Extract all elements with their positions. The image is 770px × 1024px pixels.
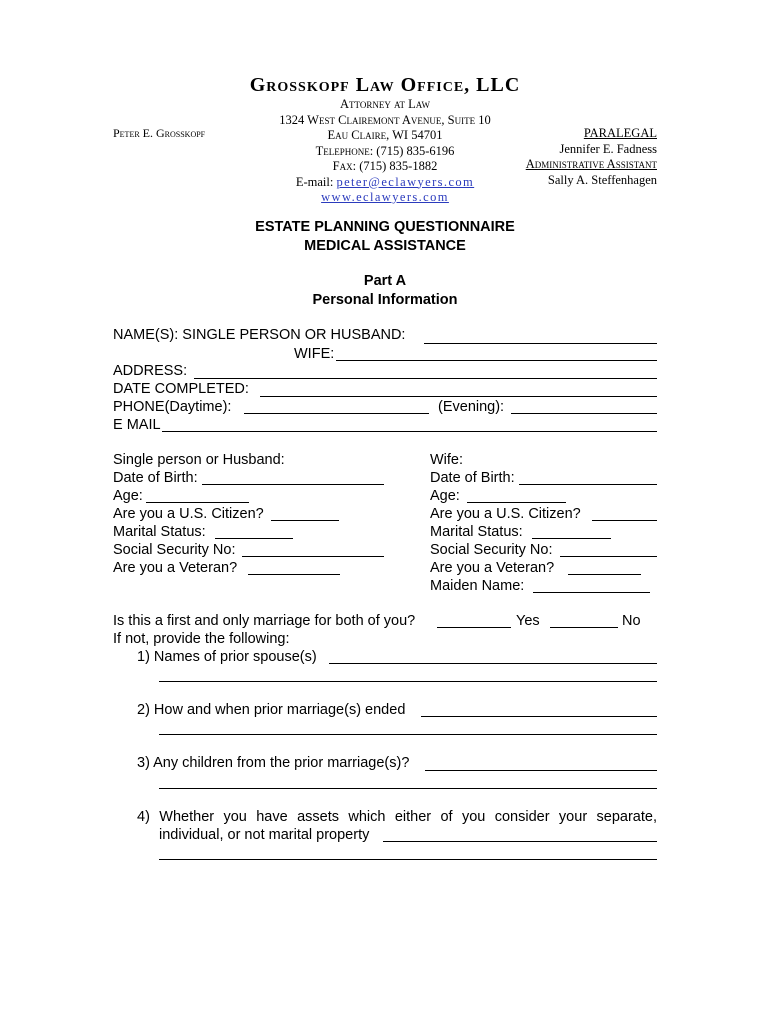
husband-ssn-label: Social Security No: xyxy=(113,542,236,558)
husband-citizen-label: Are you a U.S. Citizen? xyxy=(113,506,264,522)
husband-marital-field[interactable] xyxy=(215,538,293,539)
no-label: No xyxy=(622,613,641,629)
husband-citizen-field[interactable] xyxy=(271,520,339,521)
phone-daytime-label: PHONE(Daytime): xyxy=(113,399,232,415)
prior-children-field-1[interactable] xyxy=(425,770,657,771)
husband-veteran-label: Are you a Veteran? xyxy=(113,560,238,576)
email-label: E-mail: xyxy=(295,174,334,189)
husband-dob-field[interactable] xyxy=(202,484,384,485)
paralegal-title: PARALEGAL xyxy=(583,126,657,140)
first-marriage-no-field[interactable] xyxy=(550,627,618,628)
prior-marriage-ended-label: 2) How and when prior marriage(s) ended xyxy=(137,702,406,718)
husband-heading: Single person or Husband: xyxy=(113,452,285,468)
separate-assets-field-2[interactable] xyxy=(159,859,657,860)
phone-evening-field[interactable] xyxy=(511,413,657,414)
date-completed-field[interactable] xyxy=(260,396,657,397)
wife-name-field[interactable] xyxy=(336,360,657,361)
email-field-label: E MAIL xyxy=(113,417,161,433)
prior-children-field-2[interactable] xyxy=(159,788,657,789)
wife-age-label: Age: xyxy=(430,488,460,504)
if-not-instruction: If not, provide the following: xyxy=(113,631,290,647)
attorney-name: Peter E. Grosskopf xyxy=(113,126,206,140)
first-marriage-yes-field[interactable] xyxy=(437,627,511,628)
wife-ssn-label: Social Security No: xyxy=(430,542,553,558)
date-completed-label: DATE COMPLETED: xyxy=(113,381,249,397)
doc-title-line1: ESTATE PLANNING QUESTIONNAIRE xyxy=(255,219,515,235)
assistant-title: Administrative Assistant xyxy=(525,157,657,171)
phone-evening-label: (Evening): xyxy=(438,399,505,415)
single-name-label: NAME(S): SINGLE PERSON OR HUSBAND: xyxy=(113,327,406,343)
attorney-role: Attorney at Law xyxy=(339,97,431,111)
husband-dob-label: Date of Birth: xyxy=(113,470,198,486)
email-link[interactable]: peter@eclawyers.com xyxy=(336,174,475,189)
wife-marital-label: Marital Status: xyxy=(430,524,523,540)
staff-block xyxy=(480,126,657,188)
wife-age-field[interactable] xyxy=(467,502,566,503)
wife-veteran-field[interactable] xyxy=(568,574,641,575)
prior-spouse-field-1[interactable] xyxy=(329,663,657,664)
prior-spouse-field-2[interactable] xyxy=(159,681,657,682)
address-label: ADDRESS: xyxy=(113,363,188,379)
phone-daytime-field[interactable] xyxy=(244,413,429,414)
part-label: Part A xyxy=(363,273,407,289)
wife-citizen-label: Are you a U.S. Citizen? xyxy=(430,506,581,522)
wife-maiden-field[interactable] xyxy=(533,592,650,593)
firm-street: 1324 West Clairemont Avenue, Suite 10 xyxy=(279,112,491,127)
prior-marriage-ended-field-2[interactable] xyxy=(159,734,657,735)
wife-ssn-field[interactable] xyxy=(560,556,657,557)
prior-children-label: 3) Any children from the prior marriage(s)? xyxy=(137,755,410,771)
wife-veteran-label: Are you a Veteran? xyxy=(430,560,555,576)
separate-assets-question: 4) Whether you have assets which either of you consider your separate, xyxy=(137,809,657,825)
wife-heading: Wife: xyxy=(430,452,464,468)
wife-marital-field[interactable] xyxy=(532,538,611,539)
wife-maiden-label: Maiden Name: xyxy=(430,578,525,594)
website-link[interactable]: www.eclawyers.com xyxy=(321,190,449,204)
yes-label: Yes xyxy=(516,613,540,629)
husband-age-label: Age: xyxy=(113,488,143,504)
section-label: Personal Information xyxy=(312,292,458,308)
wife-citizen-field[interactable] xyxy=(592,520,657,521)
husband-marital-label: Marital Status: xyxy=(113,524,206,540)
address-field[interactable] xyxy=(194,378,657,379)
separate-assets-field-1[interactable] xyxy=(383,841,657,842)
husband-age-field[interactable] xyxy=(146,502,249,503)
wife-dob-label: Date of Birth: xyxy=(430,470,515,486)
husband-ssn-field[interactable] xyxy=(242,556,384,557)
firm-fax: Fax: (715) 835-1882 xyxy=(332,159,438,173)
single-name-field[interactable] xyxy=(424,343,657,344)
first-marriage-question: Is this a first and only marriage for both of you? xyxy=(113,613,416,629)
assistant-name: Sally A. Steffenhagen xyxy=(547,172,657,187)
prior-marriage-ended-field-1[interactable] xyxy=(421,716,657,717)
wife-dob-field[interactable] xyxy=(519,484,657,485)
firm-telephone: Telephone: (715) 835-6196 xyxy=(315,143,455,158)
firm-name: Grosskopf Law Office, LLC xyxy=(249,74,521,96)
wife-name-label: WIFE: xyxy=(294,346,335,362)
doc-title-line2: MEDICAL ASSISTANCE xyxy=(304,238,466,254)
paralegal-name: Jennifer E. Fadness xyxy=(559,141,657,156)
prior-spouse-label: 1) Names of prior spouse(s) xyxy=(137,649,317,665)
email-field[interactable] xyxy=(162,431,657,432)
separate-assets-continued: individual, or not marital property xyxy=(159,827,370,843)
husband-veteran-field[interactable] xyxy=(248,574,340,575)
firm-city: Eau Claire, WI 54701 xyxy=(327,128,443,142)
